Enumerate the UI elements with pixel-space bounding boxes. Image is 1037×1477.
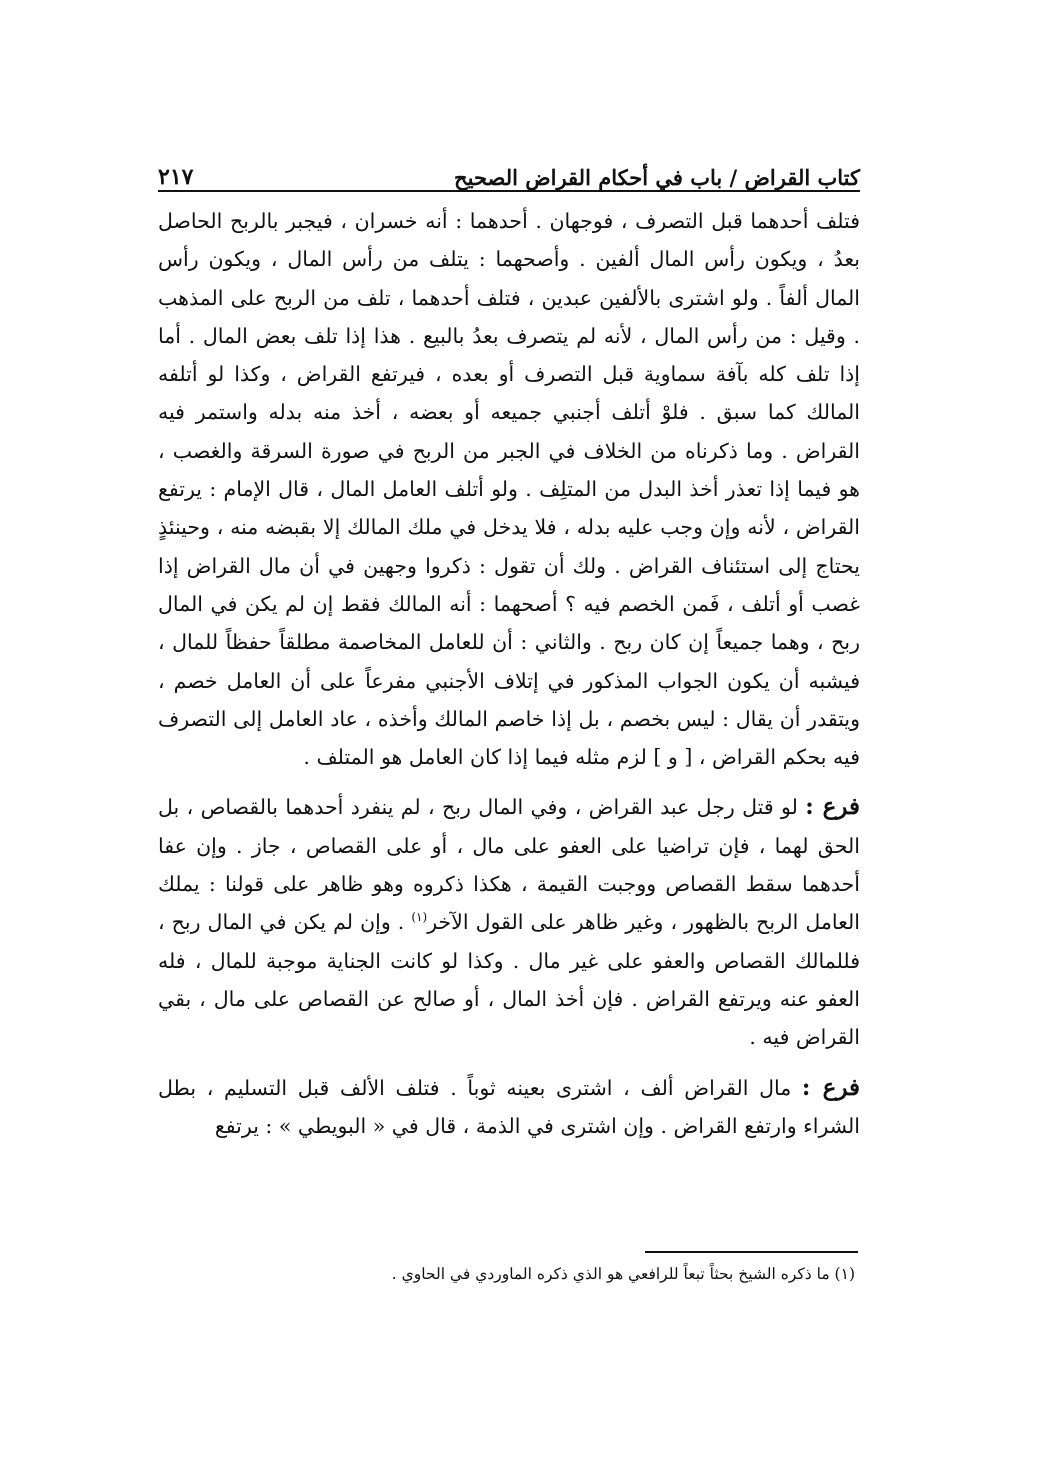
footnote-rule bbox=[645, 1251, 858, 1253]
footnote: (١) ما ذكره الشيخ بحثاً تبعاً للرافعي هو الذي ذكره الماوردي في الحاوي . bbox=[391, 1265, 855, 1283]
paragraph-2-text-b: . وإن لم يكن في المال ربح ، فللمالك القصاص والعفو على غير مال . وكذا لو كانت الجناية موجبة للمال ، فله العفو عنه ويرتفع القراض . فإن أخذ المال ، أو صالح عن القصاص على مال ، بقي القراض فيه . bbox=[158, 910, 860, 1050]
paragraph-1: فتلف أحدهما قبل التصرف ، فوجهان . أحدهما : أنه خسران ، فيجبر بالربح الحاصل بعدُ ، ويكون رأس المال ألفين . وأصحهما : يتلف من رأس المال ، ويكون رأس المال ألفاً . ولو اشترى بالألفين عبدين ، فتلف أحدهما ، تلف من الربح على المذهب . وقيل : من رأس المال ، لأنه لم يتصرف بعدُ بالبيع . هذا إذا تلف بعض المال . أما إذا تلف كله بآفة سماوية قبل التصرف أو بعده ، فيرتفع القراض ، وكذا لو أتلفه المالك كما سبق . فلوْ أتلف أجنبي جميعه أو بعضه ، أخذ منه بدله واستمر فيه القراض . وما ذكرناه من الخلاف في الجبر من الربح في صورة السرقة والغصب ، هو فيما إذا تعذر أخذ البدل من المتلِف . ولو أتلف العامل المال ، قال الإمام : يرتفع القراض ، لأنه وإن وجب عليه بدله ، فلا يدخل في ملك المالك إلا بقبضه منه ، وحينئذٍ يحتاج إلى استئناف القراض . ولك أن تقول : ذكروا وجهين في أن مال القراض إذا غصب أو أتلف ، فَمن الخصم فيه ؟ أصحهما : أنه المالك فقط إن لم يكن في المال ربح ، وهما جميعاً إن كان ربح . والثاني : أن للعامل المخاصمة مطلقاً حفظاً للمال ، فيشبه أن يكون الجواب المذكور في إتلاف الأجنبي مفرعاً على أن العامل خصم ، ويتقدر أن يقال : ليس بخصم ، بل إذا خاصم المالك وأخذه ، عاد العامل إلى التصرف فيه بحكم القراض ، [ و ] لزم مثله فيما إذا كان العامل هو المتلف . bbox=[158, 209, 860, 770]
paragraph-2-text-a: لو قتل رجل عبد القراض ، وفي المال ربح ، لم ينفرد أحدهما بالقصاص ، بل الحق لهما ، فإن تراضيا على العفو على مال ، أو على القصاص ، جاز . وإن عفا أحدهما سقط القصاص ووجبت القيمة ، هكذا ذكروه وهو ظاهر على قولنا : يملك العامل الربح بالظهور ، وغير ظاهر على القول الآخر bbox=[158, 795, 860, 935]
page-content bbox=[158, 138, 860, 1145]
footnote-ref: (١) bbox=[411, 910, 428, 925]
section-lead: فرع : bbox=[801, 1073, 861, 1101]
header-rule bbox=[158, 190, 860, 192]
header-title: كتاب القراض / باب في أحكام القراض الصحيح bbox=[454, 165, 860, 190]
running-header bbox=[158, 138, 860, 190]
paragraph-3 bbox=[158, 1069, 860, 1146]
paragraph-3-text: مال القراض ألف ، اشترى بعينه ثوباً . فتلف الألف قبل التسليم ، بطل الشراء وارتفع القراض . وإن اشترى في الذمة ، قال في « البويطي » : يرتفع bbox=[158, 1075, 860, 1138]
section-lead: فرع : bbox=[805, 793, 860, 821]
paragraph-2 bbox=[158, 788, 860, 1056]
page-number: ٢١٧ bbox=[158, 164, 194, 190]
